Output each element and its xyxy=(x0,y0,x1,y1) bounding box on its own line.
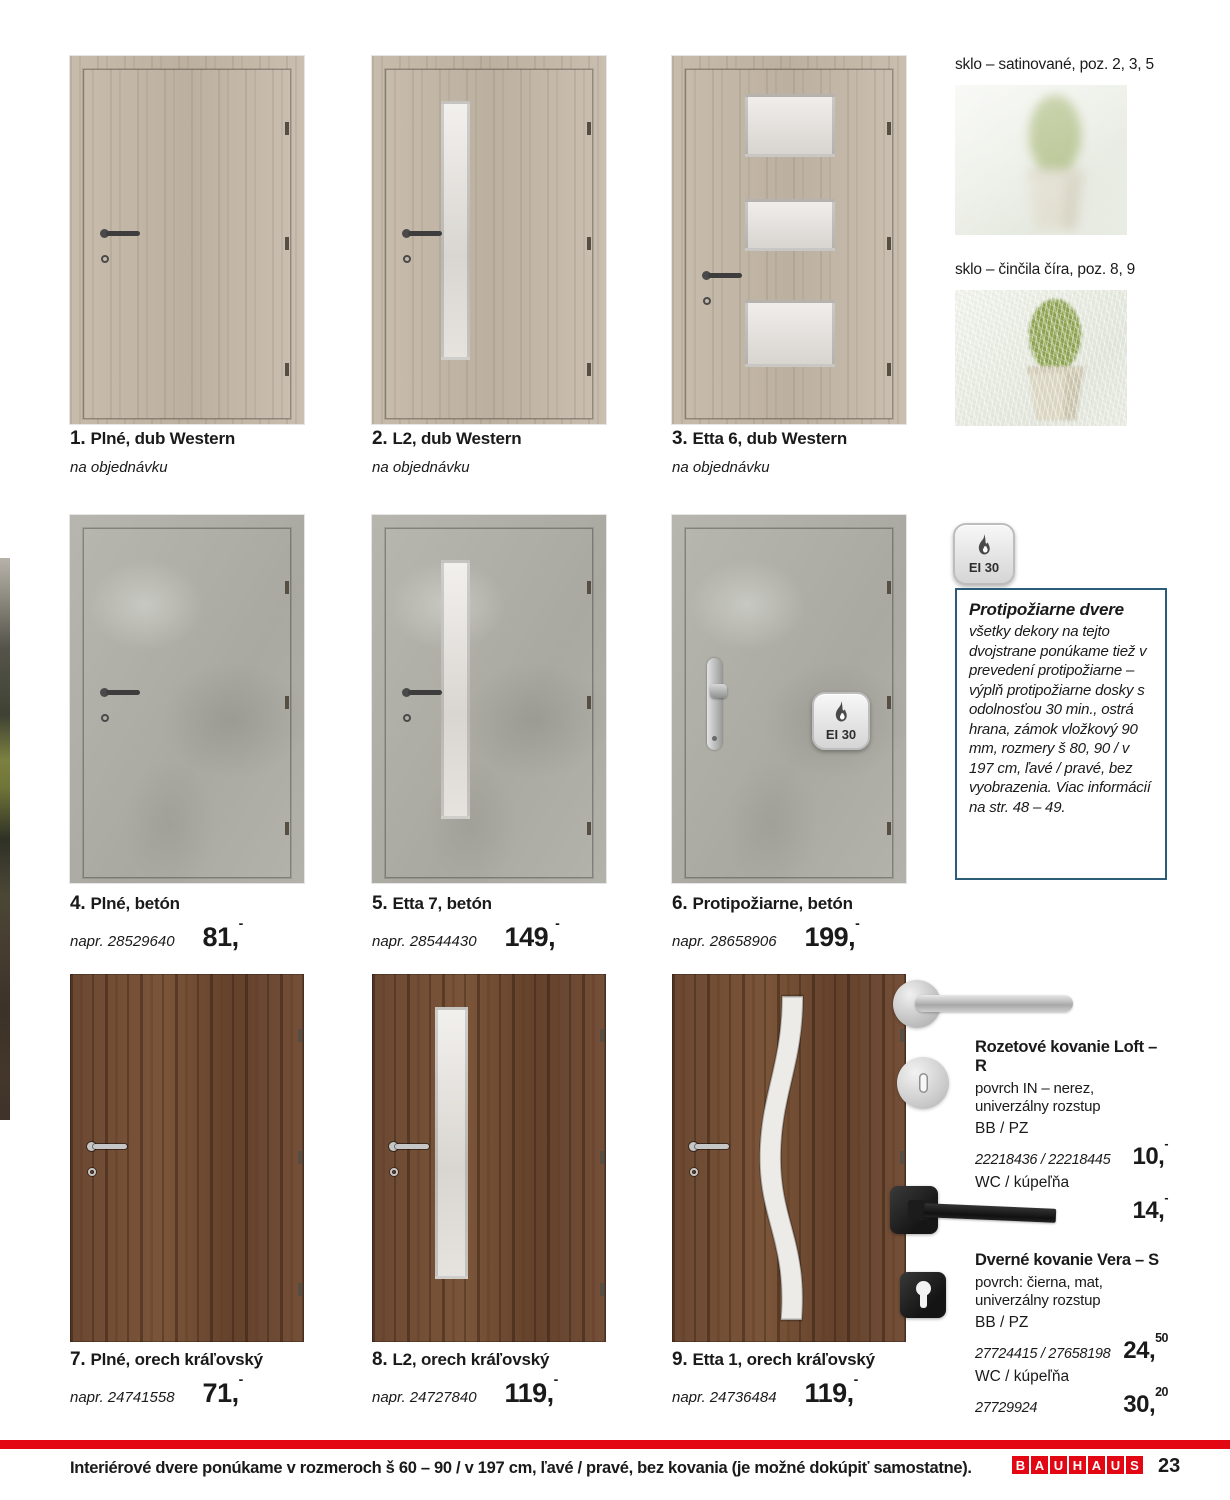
door-handle-icon xyxy=(87,1143,127,1151)
footer-note: Interiérové dvere ponúkame v rozmeroch š 60 – 90 / v 197 cm, ľavé / pravé, bez kovania (je možné dokúpiť samostatne). xyxy=(70,1459,972,1477)
door-handle-icon xyxy=(689,1143,729,1151)
glass-panel xyxy=(745,199,834,252)
product-number: 8. xyxy=(372,1349,388,1370)
product-sku: napr. 28658906 xyxy=(672,933,777,950)
hardware-variant: BB / PZ xyxy=(975,1313,1029,1331)
hinge-icon xyxy=(600,1283,604,1296)
footer-red-divider xyxy=(0,1440,1230,1449)
hinge-icon xyxy=(285,363,289,376)
product-name: 4. Plné, betón xyxy=(70,893,180,914)
hardware-variant: WC / kúpeľňa xyxy=(975,1367,1070,1385)
hinge-icon xyxy=(285,581,289,594)
product-sku: napr. 24736484 xyxy=(672,1389,777,1406)
product-name: 3. Etta 6, dub Western xyxy=(672,428,848,449)
door-photo-5-etta7-beton xyxy=(372,515,606,883)
chinchilla-glass-overlay xyxy=(955,290,1127,426)
hardware-title: Dverné kovanie Vera – S xyxy=(975,1251,1159,1269)
hardware-item-vera xyxy=(975,1251,1168,1419)
glass-panel xyxy=(441,560,470,819)
product-caption-5 xyxy=(372,893,637,953)
hardware-photo-loft-bb-rosette xyxy=(897,1057,949,1109)
product-name: 6. Protipožiarne, betón xyxy=(672,893,853,914)
product-number: 2. xyxy=(372,428,388,449)
door-photo-2-l2-dub xyxy=(372,56,606,424)
product-caption-4 xyxy=(70,893,335,953)
door-leaf xyxy=(672,974,906,1342)
hinge-icon xyxy=(298,1029,302,1042)
product-caption-9 xyxy=(672,1349,937,1409)
product-name: 5. Etta 7, betón xyxy=(372,893,492,914)
hinge-icon xyxy=(900,1151,904,1164)
glass-sample-label-satin: sklo – satinované, poz. 2, 3, 5 xyxy=(955,56,1154,73)
product-number: 5. xyxy=(372,893,388,914)
brand-letter: A xyxy=(1088,1456,1105,1474)
hardware-photo-vera-pz-rosette xyxy=(900,1272,946,1318)
product-price: 199,- xyxy=(804,915,860,952)
brand-letter: U xyxy=(1107,1456,1124,1474)
brand-letter: H xyxy=(1069,1456,1086,1474)
product-name: 7. Plné, orech kráľovský xyxy=(70,1349,263,1370)
product-caption-8 xyxy=(372,1349,637,1409)
hinge-icon xyxy=(887,237,891,250)
hardware-price: 10,- xyxy=(1132,1136,1168,1170)
product-number: 9. xyxy=(672,1349,688,1370)
hardware-photo-loft-handle xyxy=(893,980,1083,1035)
door-photo-8-l2-orech xyxy=(372,974,606,1342)
product-price: 81,- xyxy=(202,915,243,952)
hinge-icon xyxy=(887,581,891,594)
fire-rating-badge xyxy=(953,523,1015,585)
hardware-description: povrch IN – nerez, univerzálny rozstup xyxy=(975,1080,1101,1116)
hardware-price: 14,- xyxy=(1132,1190,1168,1224)
product-number: 6. xyxy=(672,893,688,914)
product-name: 9. Etta 1, orech kráľovský xyxy=(672,1349,875,1370)
hinge-icon xyxy=(285,822,289,835)
glass-sample-photo-satin xyxy=(955,85,1127,235)
product-number: 3. xyxy=(672,428,688,449)
product-price: 149,- xyxy=(504,915,560,952)
left-photo-bleed xyxy=(0,558,10,1120)
hinge-icon xyxy=(600,1029,604,1042)
door-handle-icon xyxy=(402,230,442,238)
fire-info-box xyxy=(955,588,1167,880)
door-leaf xyxy=(385,69,593,419)
door-photo-3-etta6-dub xyxy=(672,56,906,424)
door-handle-icon xyxy=(100,230,140,238)
hardware-price: 24,50 xyxy=(1123,1330,1168,1364)
hinge-icon xyxy=(285,122,289,135)
hinge-icon xyxy=(887,122,891,135)
hinge-icon xyxy=(587,122,591,135)
product-sku: napr. 28529640 xyxy=(70,933,175,950)
product-name: 2. L2, dub Western xyxy=(372,428,522,449)
product-name: 1. Plné, dub Western xyxy=(70,428,236,449)
satin-glass-overlay xyxy=(955,85,1127,235)
product-note: na objednávku xyxy=(372,459,470,476)
s-curve-glass-panel xyxy=(672,974,906,1342)
hinge-icon xyxy=(587,581,591,594)
fire-info-title: Protipožiarne dvere xyxy=(969,600,1124,619)
door-leaf xyxy=(685,69,893,419)
hinge-icon xyxy=(587,237,591,250)
product-price: 119,- xyxy=(504,1371,558,1408)
brand-letter: A xyxy=(1031,1456,1048,1474)
product-price: 119,- xyxy=(804,1371,858,1408)
product-note: na objednávku xyxy=(672,459,770,476)
glass-sample-label-chinchilla: sklo – činčila číra, poz. 8, 9 xyxy=(955,261,1136,278)
door-photo-7-plne-orech xyxy=(70,974,304,1342)
glass-panel xyxy=(441,101,470,360)
brand-letter: U xyxy=(1050,1456,1067,1474)
hinge-icon xyxy=(587,363,591,376)
hardware-title: Rozetové kovanie Loft – R xyxy=(975,1038,1157,1075)
lever-handle-icon xyxy=(924,1203,1056,1223)
door-photo-6-protipoziarne-beton xyxy=(672,515,906,883)
hinge-icon xyxy=(887,822,891,835)
hardware-sku: 27729924 xyxy=(975,1399,1038,1416)
door-leaf xyxy=(372,974,606,1342)
bauhaus-logo xyxy=(1012,1456,1143,1474)
brand-letter: B xyxy=(1012,1456,1029,1474)
door-handle-icon xyxy=(389,1143,429,1151)
security-handle-icon xyxy=(707,658,722,750)
fire-rating-label: EI 30 xyxy=(968,560,1000,575)
hardware-sku: 22218436 / 22218445 xyxy=(975,1151,1111,1168)
hinge-icon xyxy=(887,696,891,709)
product-sku: napr. 28544430 xyxy=(372,933,477,950)
fire-info-body: všetky dekory na tejto dvojstrane ponúkame tiež v prevedení protipožiarne – výplň protipožiarne dosky s odolnosťou 30 min., ostrá hrana, zámok vložkový 90 mm, rozmery š 80, 90 / v 197 cm, ľavé / pravé, bez vyobrazenia. Viac informácií na str. 48 – 49. xyxy=(969,623,1151,816)
keyhole-rosette-icon xyxy=(897,1057,949,1109)
hinge-icon xyxy=(298,1283,302,1296)
product-price: 71,- xyxy=(202,1371,243,1408)
flame-icon xyxy=(971,533,997,559)
product-caption-3 xyxy=(672,428,937,476)
product-caption-7 xyxy=(70,1349,335,1409)
product-note: na objednávku xyxy=(70,459,168,476)
hinge-icon xyxy=(887,363,891,376)
door-handle-icon xyxy=(100,689,140,697)
door-handle-icon xyxy=(402,689,442,697)
lever-handle-icon xyxy=(915,995,1073,1012)
hinge-icon xyxy=(587,696,591,709)
door-photo-9-etta1-orech xyxy=(672,974,906,1342)
hardware-description: povrch: čierna, mat, univerzálny rozstup xyxy=(975,1274,1103,1310)
hardware-sku: 27724415 / 27658198 xyxy=(975,1345,1111,1362)
glass-panel xyxy=(745,94,834,157)
hinge-icon xyxy=(600,1151,604,1164)
product-sku: napr. 24727840 xyxy=(372,1389,477,1406)
glass-panel xyxy=(435,1007,468,1279)
page-number: 23 xyxy=(1158,1455,1181,1477)
door-leaf xyxy=(70,974,304,1342)
glass-panel xyxy=(745,300,834,367)
glass-sample-photo-chinchilla xyxy=(955,290,1127,426)
flame-icon xyxy=(828,700,854,726)
door-leaf xyxy=(83,69,291,419)
euro-cylinder-rosette-icon xyxy=(900,1272,946,1318)
product-number: 4. xyxy=(70,893,86,914)
door-leaf xyxy=(385,528,593,878)
hinge-icon xyxy=(285,696,289,709)
fire-rating-label: EI 30 xyxy=(825,727,857,742)
product-number: 1. xyxy=(70,428,86,449)
product-caption-6 xyxy=(672,893,937,953)
hardware-variant: WC / kúpeľňa xyxy=(975,1173,1070,1191)
product-caption-1 xyxy=(70,428,335,476)
fire-rating-badge xyxy=(812,692,870,750)
brand-letter: S xyxy=(1126,1456,1143,1474)
product-caption-2 xyxy=(372,428,637,476)
door-photo-1-plne-dub xyxy=(70,56,304,424)
product-name: 8. L2, orech kráľovský xyxy=(372,1349,550,1370)
product-number: 7. xyxy=(70,1349,86,1370)
product-sku: napr. 24741558 xyxy=(70,1389,175,1406)
door-leaf xyxy=(83,528,291,878)
hinge-icon xyxy=(298,1151,302,1164)
hardware-photo-vera-handle xyxy=(890,1186,1065,1242)
hinge-icon xyxy=(285,237,289,250)
door-photo-4-plne-beton xyxy=(70,515,304,883)
hardware-price: 30,20 xyxy=(1123,1384,1168,1418)
hardware-variant: BB / PZ xyxy=(975,1119,1029,1137)
door-handle-icon xyxy=(702,272,742,280)
hinge-icon xyxy=(587,822,591,835)
